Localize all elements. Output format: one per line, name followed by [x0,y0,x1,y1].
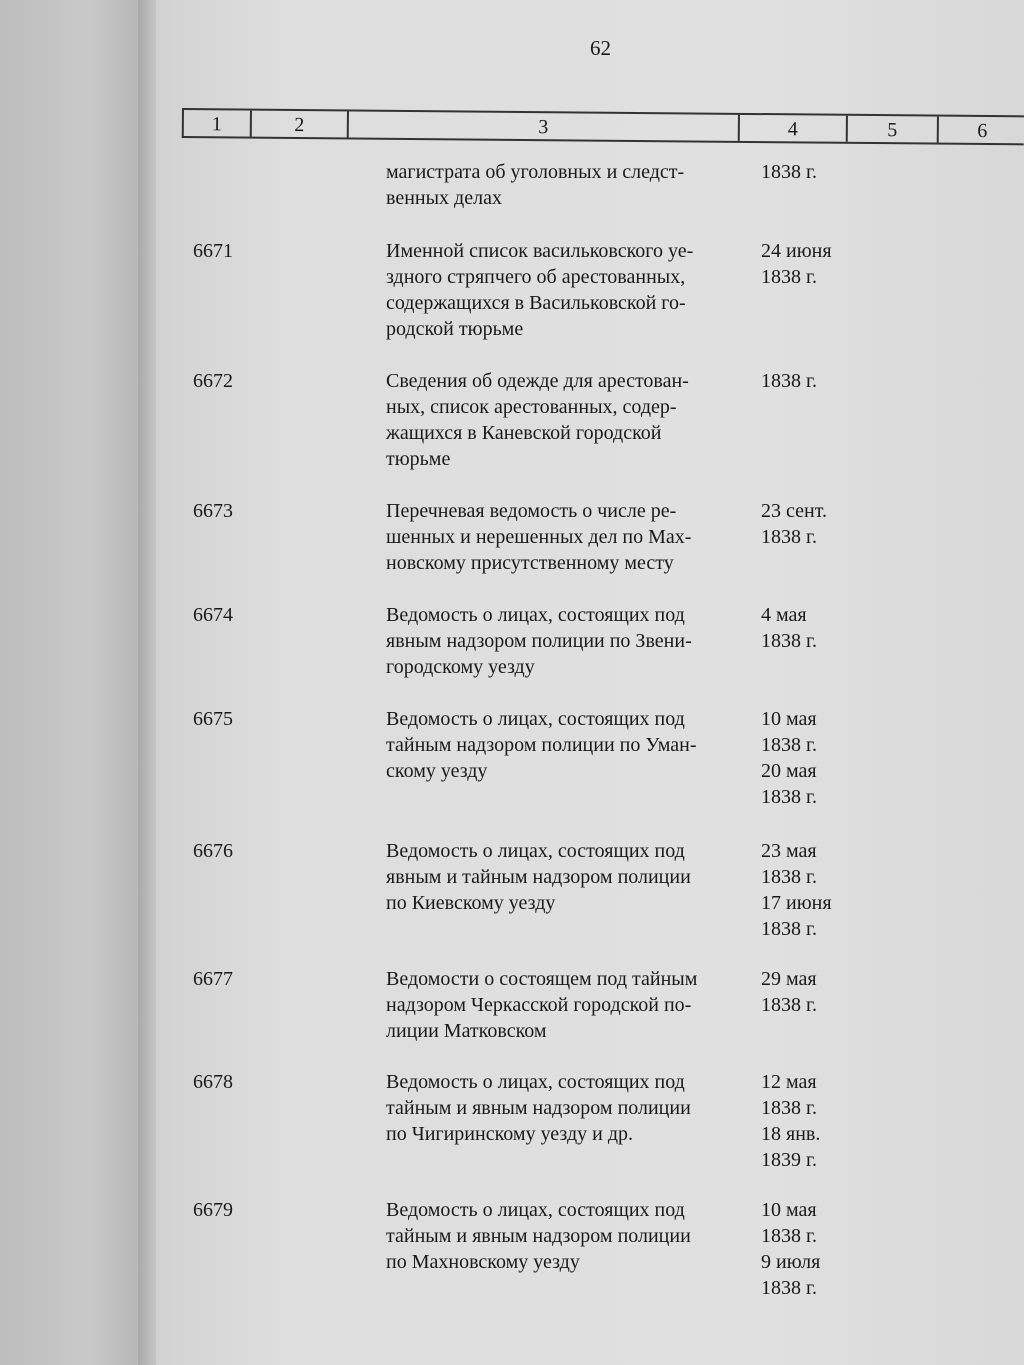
entry-number: 6679 [193,1199,233,1221]
entry-number: 6676 [193,840,233,862]
entry-number: 6678 [193,1071,233,1093]
page-number: 62 [590,36,611,60]
column-header-4: 4 [740,115,848,142]
entry-number: 6673 [193,500,233,522]
column-header-5: 5 [848,116,939,143]
column-header-2: 2 [252,111,349,138]
entry-description: Ведомости о состоящем под тайным надзором Черкасской городской по- лиции Матковском [386,968,698,1042]
column-header-1: 1 [184,110,252,137]
entry-date: 1838 г. [761,161,817,183]
entry-date: 24 июня 1838 г. [761,240,832,288]
entry-number: 6675 [193,708,233,730]
entry-date: 23 сент. 1838 г. [761,500,827,548]
entry-description: Сведения об одежде для арестован- ных, список арестованных, содер- жащихся в Каневской городской тюрьме [386,370,689,470]
column-header-3: 3 [349,111,740,140]
column-header-6: 6 [977,119,988,143]
entry-description: Ведомость о лицах, состоящих под явным надзором полиции по Звени- городскому уезду [386,604,692,678]
entry-description: Ведомость о лицах, состоящих под тайным надзором полиции по Уман- скому уезду [386,708,697,782]
entry-description: магистрата об уголовных и следст- венных делах [386,161,685,209]
entry-number: 6671 [193,240,233,262]
entry-number: 6677 [193,968,233,990]
entry-number: 6672 [193,370,233,392]
entry-date: 4 мая 1838 г. [761,604,817,652]
entry-description: Перечневая ведомость о числе ре- шенных и нерешенных дел по Мах- новскому присутственному месту [386,500,692,574]
entry-description: Ведомость о лицах, состоящих под тайным и явным надзором полиции по Чигиринскому уезду и др. [386,1071,691,1145]
entry-description: Ведомость о лицах, состоящих под явным и тайным надзором полиции по Киевскому уезду [386,840,691,914]
entry-number: 6674 [193,604,233,626]
entry-description: Именной список васильковского уе- здного стряпчего об арестованных, содержащихся в Васильковской го- родской тюрьме [386,240,694,340]
facing-page [0,0,150,1365]
entry-date: 12 мая 1838 г. 18 янв. 1839 г. [761,1071,821,1171]
entry-date: 1838 г. [761,370,817,392]
entry-date: 10 мая 1838 г. 20 мая 1838 г. [761,708,817,808]
entry-description: Ведомость о лицах, состоящих под тайным и явным надзором полиции по Махновскому уезду [386,1199,691,1273]
entry-date: 23 мая 1838 г. 17 июня 1838 г. [761,840,832,940]
entry-date: 10 мая 1838 г. 9 июля 1838 г. [761,1199,821,1299]
entry-date: 29 мая 1838 г. [761,968,817,1016]
